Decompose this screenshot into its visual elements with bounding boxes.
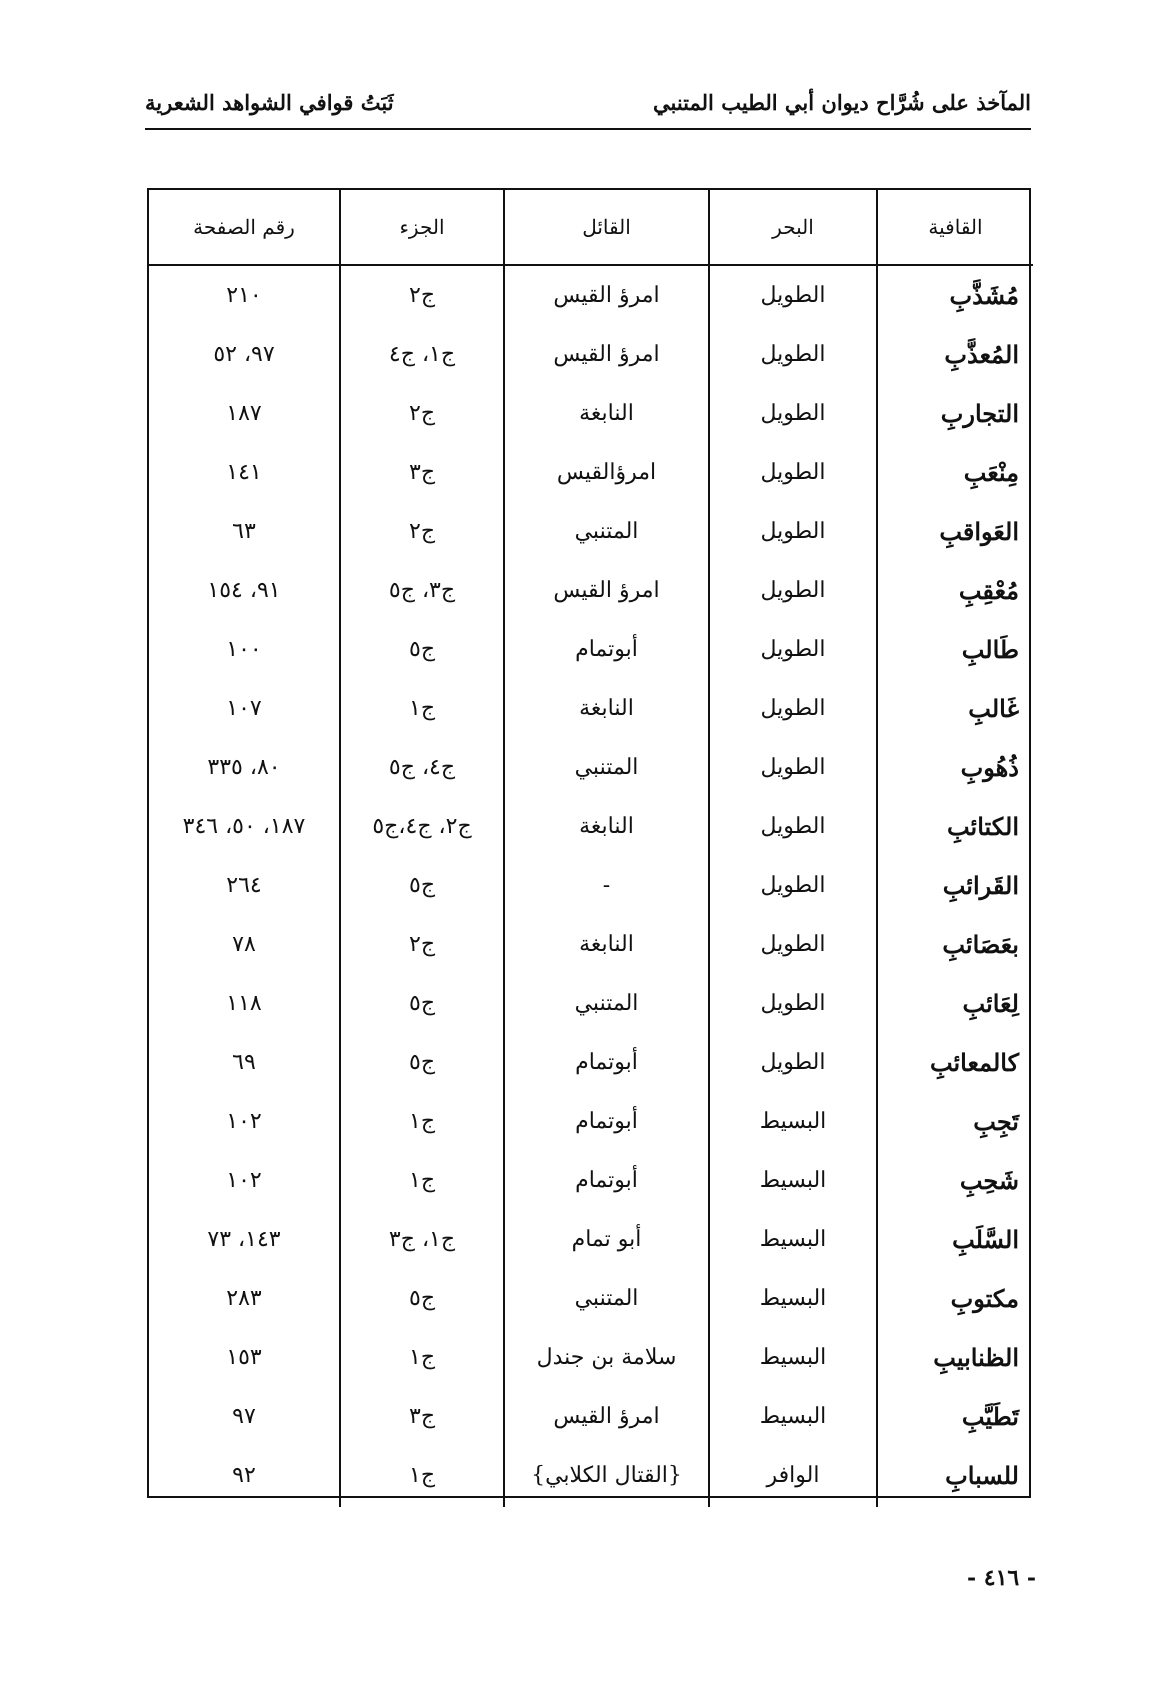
cell-qafiya: القَرائبِ (877, 856, 1033, 915)
cell-qafiya: الكتائبِ (877, 797, 1033, 856)
table-row (149, 502, 1033, 561)
table-row (149, 915, 1033, 974)
cell-qaail: النابغة (504, 797, 709, 856)
cell-page-number: ١٨٧، ٥٠، ٣٤٦ (182, 814, 306, 839)
cell-juz: ج٥ (340, 1033, 504, 1092)
spacer-cell (877, 1505, 1033, 1507)
header-divider (145, 128, 1031, 130)
table-row (149, 1269, 1033, 1328)
cell-juz: ج٤، ج٥ (340, 738, 504, 797)
cell-qafiya: السَّلَبِ (877, 1210, 1033, 1269)
table-row (149, 620, 1033, 679)
table-row (149, 443, 1033, 502)
table-row (149, 974, 1033, 1033)
table-row (149, 1210, 1033, 1269)
page-header (145, 82, 1031, 128)
table-row (149, 1092, 1033, 1151)
table-row (149, 384, 1033, 443)
cell-qaail: النابغة (504, 915, 709, 974)
cell-page-number: ٩٢ (232, 1463, 256, 1488)
cell-bahr: الطويل (709, 620, 877, 679)
cell-page-number: ٩٧ (232, 1404, 256, 1429)
cell-juz: ج٥ (340, 856, 504, 915)
cell-juz: ج٣ (340, 1387, 504, 1446)
section-title: ثَبَتُ قوافي الشواهد الشعرية (145, 90, 394, 115)
table-row (149, 797, 1033, 856)
cell-juz: ج١، ج٤ (340, 325, 504, 384)
cell-bahr: الطويل (709, 856, 877, 915)
cell-juz: ج٥ (340, 620, 504, 679)
cell-qafiya: التجاربِ (877, 384, 1033, 443)
cell-bahr: البسيط (709, 1092, 877, 1151)
cell-juz: ج٣، ج٥ (340, 561, 504, 620)
column-header-bahr: البحر (709, 190, 877, 265)
cell-qaail: امرؤ القيس (504, 325, 709, 384)
table-row (149, 738, 1033, 797)
cell-page-number: ١٠٢ (226, 1168, 262, 1193)
rhyme-index-table-frame (147, 188, 1031, 1498)
spacer-cell (340, 1505, 504, 1507)
cell-page-number: ٧٨ (232, 932, 256, 957)
cell-qaail: النابغة (504, 384, 709, 443)
cell-qafiya: كالمعائبِ (877, 1033, 1033, 1092)
table-row (149, 1446, 1033, 1505)
cell-page-number: ١٥٣ (226, 1345, 262, 1370)
cell-qafiya: الظنابيبِ (877, 1328, 1033, 1387)
cell-page-number: ١٤١ (226, 460, 262, 485)
cell-bahr: الطويل (709, 384, 877, 443)
cell-qaail: المتنبي (504, 1269, 709, 1328)
cell-bahr: الطويل (709, 325, 877, 384)
cell-page-number: ١٠٢ (226, 1109, 262, 1134)
cell-qaail: امرؤ القيس (504, 265, 709, 325)
cell-juz: ج٢ (340, 384, 504, 443)
cell-qafiya: شَحِبِ (877, 1151, 1033, 1210)
spacer-cell (709, 1505, 877, 1507)
cell-bahr: الطويل (709, 915, 877, 974)
book-title: المآخذ على شُرَّاح ديوان أبي الطيب المتنبي (653, 90, 1031, 115)
cell-bahr: البسيط (709, 1269, 877, 1328)
table-row (149, 1328, 1033, 1387)
cell-qafiya: تَطَيَّبِ (877, 1387, 1033, 1446)
cell-bahr: الوافر (709, 1446, 877, 1505)
cell-qafiya: ذُهُوبِ (877, 738, 1033, 797)
cell-juz: ج٥ (340, 1269, 504, 1328)
table-row (149, 561, 1033, 620)
cell-bahr: الطويل (709, 738, 877, 797)
cell-bahr: الطويل (709, 265, 877, 325)
cell-page-number: ١٨٧ (226, 401, 262, 426)
column-header-qafiya: القافية (877, 190, 1033, 265)
cell-qaail: أبوتمام (504, 1092, 709, 1151)
cell-juz: ج١ (340, 1328, 504, 1387)
cell-bahr: البسيط (709, 1328, 877, 1387)
cell-qafiya: تَجِبِ (877, 1092, 1033, 1151)
cell-juz: ج١ (340, 1151, 504, 1210)
cell-qafiya: مِنْعَبِ (877, 443, 1033, 502)
cell-bahr: الطويل (709, 797, 877, 856)
cell-qaail: امرؤ القيس (504, 561, 709, 620)
cell-page-number: ١٠٧ (226, 696, 262, 721)
cell-juz: ج٥ (340, 974, 504, 1033)
cell-qaail: أبوتمام (504, 1151, 709, 1210)
cell-qafiya: مكتوبِ (877, 1269, 1033, 1328)
cell-page-number: ١٠٠ (226, 637, 262, 662)
cell-page-number: ٦٩ (232, 1050, 256, 1075)
cell-page-number: ٨٠، ٣٣٥ (207, 755, 281, 780)
cell-page-number: ٢٨٣ (226, 1286, 262, 1311)
cell-qaail: أبو تمام (504, 1210, 709, 1269)
table-row (149, 679, 1033, 738)
cell-qaail: المتنبي (504, 974, 709, 1033)
table-row (149, 1387, 1033, 1446)
cell-bahr: البسيط (709, 1210, 877, 1269)
cell-bahr: الطويل (709, 1033, 877, 1092)
cell-page-number: ١٤٣، ٧٣ (207, 1227, 281, 1252)
cell-qafiya: لِعَائبِ (877, 974, 1033, 1033)
cell-qaail: - (504, 856, 709, 915)
cell-juz: ج٢، ج٤،ج٥ (340, 797, 504, 856)
cell-qafiya: طَالبِ (877, 620, 1033, 679)
cell-bahr: الطويل (709, 974, 877, 1033)
page-number: - ٤١٦ - (966, 1565, 1036, 1591)
cell-juz: ج٢ (340, 915, 504, 974)
cell-qaail: أبوتمام (504, 1033, 709, 1092)
cell-qaail: امرؤ القيس (504, 1387, 709, 1446)
cell-qaail: {القتال الكلابي} (504, 1446, 709, 1505)
cell-qaail: سلامة بن جندل (504, 1328, 709, 1387)
cell-page-number: ٢١٠ (226, 283, 262, 308)
cell-qaail: المتنبي (504, 738, 709, 797)
cell-qafiya: مُشَذَّبِ (877, 265, 1033, 325)
table-body (149, 265, 1033, 1507)
cell-page-number: ٩٧، ٥٢ (213, 342, 275, 367)
cell-juz: ج١ (340, 1092, 504, 1151)
cell-juz: ج٣ (340, 443, 504, 502)
cell-page-number: ٩١، ١٥٤ (207, 578, 281, 603)
cell-juz: ج٢ (340, 502, 504, 561)
table-row (149, 325, 1033, 384)
cell-qafiya: غَالبِ (877, 679, 1033, 738)
spacer-cell (149, 1505, 340, 1507)
cell-qafiya: مُعْقِبِ (877, 561, 1033, 620)
cell-juz: ج١ (340, 679, 504, 738)
cell-bahr: الطويل (709, 443, 877, 502)
cell-bahr: البسيط (709, 1151, 877, 1210)
cell-qafiya: العَواقبِ (877, 502, 1033, 561)
cell-qafiya: بعَصَائبِ (877, 915, 1033, 974)
table-row (149, 1151, 1033, 1210)
cell-qafiya: المُعذَّبِ (877, 325, 1033, 384)
cell-bahr: الطويل (709, 679, 877, 738)
cell-juz: ج٢ (340, 265, 504, 325)
cell-qaail: النابغة (504, 679, 709, 738)
cell-qaail: امرؤالقيس (504, 443, 709, 502)
cell-qaail: أبوتمام (504, 620, 709, 679)
cell-juz: ج١، ج٣ (340, 1210, 504, 1269)
column-header-page: رقم الصفحة (149, 190, 340, 265)
table-row (149, 856, 1033, 915)
cell-page-number: ٦٣ (232, 519, 256, 544)
table-row (149, 265, 1033, 325)
column-header-qaail: القائل (504, 190, 709, 265)
cell-bahr: البسيط (709, 1387, 877, 1446)
cell-bahr: الطويل (709, 502, 877, 561)
column-header-juz: الجزء (340, 190, 504, 265)
rhyme-index-table (149, 190, 1033, 1507)
spacer-cell (504, 1505, 709, 1507)
table-spacer-row (149, 1505, 1033, 1507)
cell-page-number: ٢٦٤ (226, 873, 262, 898)
cell-juz: ج١ (340, 1446, 504, 1505)
cell-bahr: الطويل (709, 561, 877, 620)
table-row (149, 1033, 1033, 1092)
cell-qaail: المتنبي (504, 502, 709, 561)
cell-page-number: ١١٨ (226, 991, 262, 1016)
table-header-row (149, 190, 1033, 265)
cell-qafiya: للسبابِ (877, 1446, 1033, 1505)
